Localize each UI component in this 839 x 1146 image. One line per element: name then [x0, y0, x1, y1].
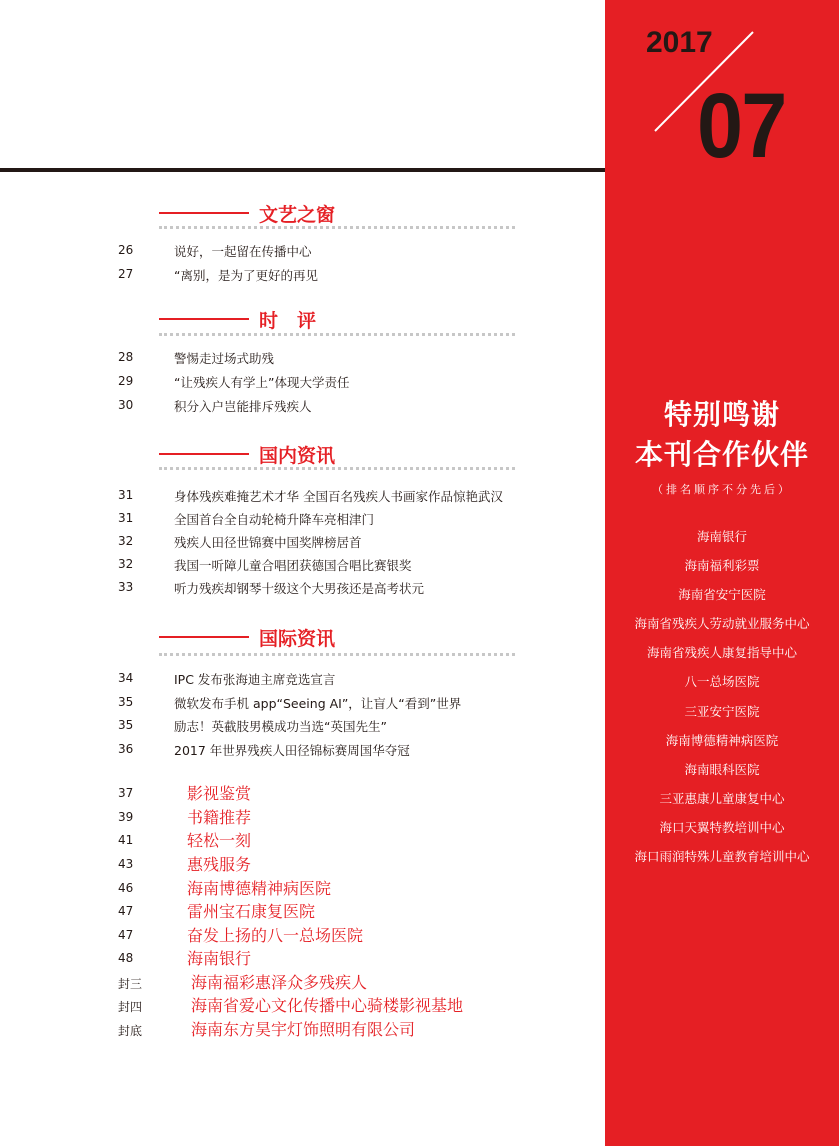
toc-page-number: 29: [118, 374, 134, 388]
partner-item: 海口雨润特殊儿童教育培训中心: [634, 849, 810, 864]
partner-item: 海南福利彩票: [684, 558, 760, 573]
toc-entry[interactable]: “离别，是为了更好的再见: [174, 268, 318, 283]
toc-feature-entry[interactable]: 海南博德精神病医院: [187, 879, 332, 898]
section-title-arts: 文艺之窗: [259, 204, 336, 226]
rank-note: （排名顺序不分先后）: [652, 483, 792, 496]
toc-entry[interactable]: IPC 发布张海迪主席竞选宣言: [174, 672, 336, 687]
toc-page-number: 36: [118, 742, 134, 756]
toc-page-number: 33: [118, 580, 134, 594]
toc-page-number: 26: [118, 243, 134, 257]
issue-number: 07: [697, 75, 786, 177]
partner-item: 海口天翼特教培训中心: [659, 820, 785, 835]
toc-page-number: 32: [118, 534, 134, 548]
partner-item: 海南省安宁医院: [678, 587, 766, 602]
section-dotted-divider: [159, 226, 515, 229]
section-title-commentary: 时 评: [259, 310, 317, 332]
toc-feature-entry[interactable]: 海南东方昊宇灯饰照明有限公司: [191, 1020, 416, 1039]
partner-item: 海南博德精神病医院: [665, 733, 779, 748]
toc-page-number: 37: [118, 786, 134, 800]
toc-feature-entry[interactable]: 轻松一刻: [187, 831, 252, 850]
toc-page-number: 39: [118, 810, 134, 824]
partner-item: 三亚安宁医院: [684, 704, 760, 719]
toc-entry[interactable]: “让残疾人有学上”体现大学责任: [174, 375, 350, 390]
toc-page-number: 封四: [118, 1000, 143, 1014]
toc-page-number: 27: [118, 267, 134, 281]
toc-page-number: 32: [118, 557, 134, 571]
partner-item: 海南省残疾人康复指导中心: [646, 645, 797, 660]
toc-entry[interactable]: 残疾人田径世锦赛中国奖牌榜居首: [174, 535, 362, 550]
partner-item: 海南省残疾人劳动就业服务中心: [634, 616, 810, 631]
toc-page-number: 47: [118, 904, 134, 918]
toc-feature-entry[interactable]: 海南银行: [187, 949, 252, 968]
toc-feature-entry[interactable]: 奋发上扬的八一总场医院: [187, 926, 364, 945]
thanks-heading-line2: 本刊合作伙伴: [634, 438, 809, 471]
toc-feature-entry[interactable]: 书籍推荐: [187, 808, 252, 827]
section-dotted-divider: [159, 333, 515, 336]
partner-item: 海南银行: [696, 529, 747, 544]
toc-feature-entry[interactable]: 惠残服务: [187, 855, 252, 874]
toc-entry[interactable]: 励志！英截肢男模成功当选“英国先生”: [174, 719, 387, 734]
toc-entry[interactable]: 我国一听障儿童合唱团获德国合唱比赛银奖: [174, 558, 412, 573]
toc-feature-entry[interactable]: 影视鉴赏: [187, 784, 252, 803]
toc-page-number: 35: [118, 695, 134, 709]
toc-page-number: 30: [118, 398, 134, 412]
toc-page-number: 43: [118, 857, 134, 871]
section-dotted-divider: [159, 653, 515, 656]
section-rule: [159, 636, 249, 638]
toc-entry[interactable]: 积分入户岂能排斥残疾人: [174, 399, 312, 414]
toc-page-number: 48: [118, 951, 134, 965]
toc-entry[interactable]: 警惕走过场式助残: [174, 351, 275, 366]
toc-feature-entry[interactable]: 雷州宝石康复医院: [187, 902, 316, 921]
section-rule: [159, 453, 249, 455]
toc-entry[interactable]: 微软发布手机 app“Seeing AI”，让盲人“看到”世界: [174, 696, 462, 711]
toc-entry[interactable]: 全国首台全自动轮椅升降车亮相津门: [174, 512, 375, 527]
toc-entry[interactable]: 说好，一起留在传播中心: [174, 244, 312, 259]
toc-page-number: 46: [118, 881, 134, 895]
toc-page-number: 28: [118, 350, 134, 364]
toc-page-number: 47: [118, 928, 134, 942]
section-title-international: 国际资讯: [259, 628, 336, 650]
issue-year: 2017: [646, 26, 713, 59]
toc-page-number: 封三: [118, 977, 143, 991]
toc-entry[interactable]: 2017 年世界残疾人田径锦标赛周国华夺冠: [174, 743, 410, 758]
toc-page-number: 34: [118, 671, 134, 685]
partner-item: 海南眼科医院: [684, 762, 760, 777]
section-rule: [159, 318, 249, 320]
section-rule: [159, 212, 249, 214]
section-dotted-divider: [159, 467, 515, 470]
toc-page-number: 31: [118, 511, 134, 525]
toc-entry[interactable]: 身体残疾难掩艺术才华 全国百名残疾人书画家作品惊艳武汉: [174, 489, 503, 504]
toc-page-number: 封底: [118, 1024, 143, 1038]
toc-page-number: 41: [118, 833, 134, 847]
section-title-domestic: 国内资讯: [259, 445, 336, 467]
thanks-heading-line1: 特别鸣谢: [663, 398, 780, 431]
toc-page-number: 31: [118, 488, 134, 502]
toc-feature-entry[interactable]: 海南省爱心文化传播中心骑楼影视基地: [191, 996, 464, 1015]
toc-feature-entry[interactable]: 海南福彩惠泽众多残疾人: [191, 973, 368, 992]
partner-item: 八一总场医院: [684, 674, 760, 689]
toc-page-number: 35: [118, 718, 134, 732]
toc-entry[interactable]: 听力残疾却钢琴十级这个大男孩还是高考状元: [174, 581, 425, 596]
partner-item: 三亚惠康儿童康复中心: [659, 791, 785, 806]
